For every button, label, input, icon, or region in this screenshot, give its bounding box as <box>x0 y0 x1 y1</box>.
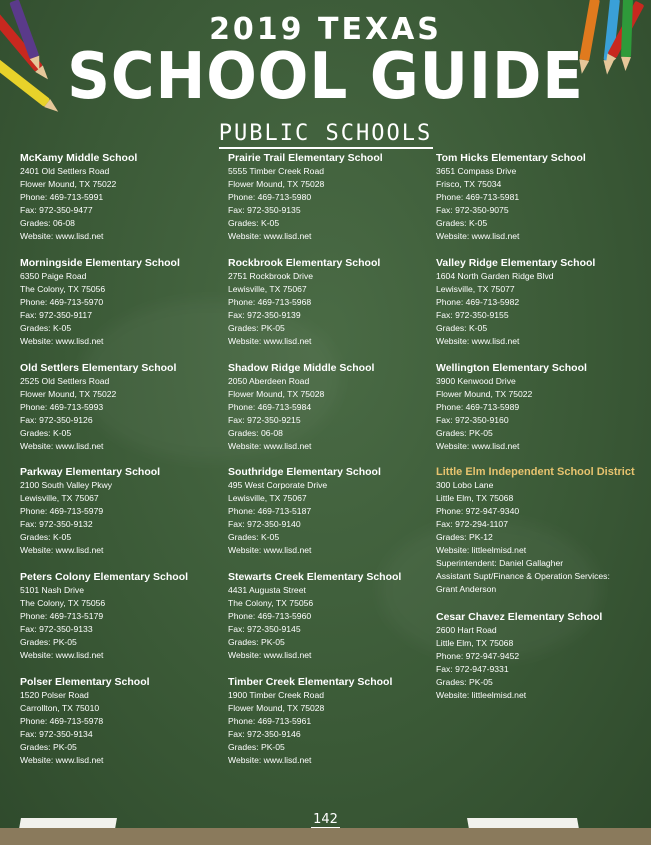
school-detail-line: 2600 Hart Road <box>436 624 497 635</box>
chalkboard-ledge <box>0 828 651 845</box>
school-detail-line: Phone: 469-713-5993 <box>20 401 104 412</box>
school-detail-line: Phone: 469-713-5960 <box>228 611 312 622</box>
school-detail-line: Grades: K-05 <box>228 218 280 228</box>
school-entry <box>228 152 433 243</box>
school-detail-line: Flower Mound, TX 75028 <box>228 179 325 189</box>
school-detail-line: 300 Lobo Lane <box>436 480 494 491</box>
school-entry <box>436 362 641 453</box>
school-detail-line: Grades: K-05 <box>20 427 72 438</box>
school-detail-line: Phone: 469-713-5179 <box>20 611 104 622</box>
school-detail-line: 495 West Corporate Drive <box>228 480 328 491</box>
school-detail-line: Grant Anderson <box>436 584 497 595</box>
school-detail-line: Website: www.lisd.net <box>228 545 312 556</box>
school-detail-line: Grades: PK-05 <box>20 742 77 752</box>
school-detail-line: Grades: K-05 <box>436 218 488 228</box>
school-detail-line: Little Elm, TX 75068 <box>436 493 514 504</box>
school-detail-line: Website: www.lisd.net <box>228 231 312 241</box>
school-detail-line: Phone: 469-713-5968 <box>228 296 312 307</box>
school-detail-line: The Colony, TX 75056 <box>20 283 106 294</box>
school-detail-line: Website: www.lisd.net <box>228 335 312 346</box>
school-detail-line: Phone: 972-947-9340 <box>436 506 520 517</box>
school-detail-line: The Colony, TX 75056 <box>228 598 314 609</box>
school-detail-line: Phone: 469-713-5989 <box>436 401 520 412</box>
section-subtitle: PUBLIC SCHOOLS <box>218 121 433 146</box>
school-name: Peters Colony Elementary School <box>20 571 189 584</box>
school-detail-line: Website: www.lisd.net <box>20 650 104 661</box>
school-name: Tom Hicks Elementary School <box>436 152 586 164</box>
school-detail-line: Grades: 06-08 <box>20 218 75 228</box>
school-detail-line: Phone: 469-713-5978 <box>20 716 104 726</box>
school-detail-line: Little Elm, TX 75068 <box>436 637 514 648</box>
school-detail-line: Phone: 469-713-5991 <box>20 192 104 202</box>
school-entry <box>20 362 225 453</box>
school-detail-line: 1520 Polser Road <box>20 690 89 700</box>
school-name: Southridge Elementary School <box>228 466 381 479</box>
school-name: Wellington Elementary School <box>436 361 587 374</box>
school-detail-line: Grades: K-05 <box>20 322 72 333</box>
school-detail-line: Website: littleelmisd.net <box>436 545 527 556</box>
school-detail-line: Phone: 469-713-5984 <box>228 401 312 412</box>
school-detail-line: Assistant Supt/Finance & Operation Services: <box>436 571 610 582</box>
school-detail-line: Flower Mound, TX 75028 <box>228 388 325 399</box>
school-detail-line: Grades: PK-05 <box>228 322 285 333</box>
school-detail-line: Flower Mound, TX 75022 <box>20 388 117 399</box>
school-detail-line: Website: www.lisd.net <box>20 335 104 346</box>
school-entry <box>20 571 225 662</box>
school-detail-line: Fax: 972-350-9155 <box>436 309 509 320</box>
school-detail-line: Grades: K-05 <box>20 532 72 543</box>
school-entry <box>436 466 641 596</box>
school-detail-line: Phone: 469-713-5187 <box>228 506 312 517</box>
school-detail-line: Grades: PK-05 <box>436 676 493 687</box>
school-detail-line: Grades: PK-12 <box>436 532 493 543</box>
school-detail-line: 3900 Kenwood Drive <box>436 375 516 386</box>
school-entry <box>228 257 433 348</box>
school-detail-line: Fax: 972-350-9215 <box>228 414 301 425</box>
school-detail-line: 2751 Rockbrook Drive <box>228 270 314 281</box>
school-detail-line: Grades: K-05 <box>436 322 488 333</box>
school-detail-line: Fax: 972-350-9477 <box>20 205 93 215</box>
school-detail-line: Fax: 972-350-9146 <box>228 729 301 739</box>
school-entry <box>436 152 641 243</box>
school-entry <box>228 466 433 557</box>
school-detail-line: Fax: 972-350-9075 <box>436 205 509 215</box>
school-name: Stewarts Creek Elementary School <box>228 571 402 584</box>
school-detail-line: 2525 Old Settlers Road <box>20 375 110 386</box>
page-number: 142 <box>313 812 338 827</box>
school-detail-line: Carrollton, TX 75010 <box>20 703 100 713</box>
school-entry <box>20 257 225 348</box>
school-name: Polser Elementary School <box>20 676 150 688</box>
guide-year-line: 2019 TEXAS <box>209 12 442 47</box>
school-detail-line: Website: www.lisd.net <box>20 231 104 241</box>
school-detail-line: Website: www.lisd.net <box>436 440 520 451</box>
school-detail-line: Flower Mound, TX 75028 <box>228 703 325 713</box>
school-detail-line: Grades: PK-05 <box>436 427 493 438</box>
school-detail-line: Fax: 972-350-9160 <box>436 414 509 425</box>
school-detail-line: Website: www.lisd.net <box>436 335 520 346</box>
school-detail-line: 3651 Compass Drive <box>436 166 517 176</box>
school-name: Little Elm Independent School District <box>436 466 635 479</box>
school-name: Morningside Elementary School <box>20 256 180 269</box>
subtitle-underline <box>219 147 433 149</box>
school-detail-line: Grades: PK-05 <box>228 742 285 752</box>
school-entry <box>20 466 225 557</box>
school-detail-line: Fax: 972-350-9140 <box>228 519 301 530</box>
school-detail-line: Fax: 972-350-9117 <box>20 309 92 320</box>
school-detail-line: Fax: 972-350-9133 <box>20 624 93 635</box>
school-entry <box>436 611 641 702</box>
school-detail-line: Lewisville, TX 75067 <box>228 283 307 294</box>
school-detail-line: Lewisville, TX 75077 <box>436 283 515 294</box>
school-entry <box>436 257 641 348</box>
school-detail-line: 5555 Timber Creek Road <box>228 166 325 176</box>
school-detail-line: Phone: 469-713-5981 <box>436 192 520 202</box>
school-detail-line: Fax: 972-350-9132 <box>20 519 93 530</box>
school-detail-line: Website: www.lisd.net <box>20 755 104 765</box>
school-detail-line: Website: www.lisd.net <box>436 231 520 241</box>
school-detail-line: Lewisville, TX 75067 <box>228 493 307 504</box>
school-detail-line: 2100 South Valley Pkwy <box>20 480 113 491</box>
school-name: Old Settlers Elementary School <box>20 361 177 374</box>
school-detail-line: Website: www.lisd.net <box>228 755 312 765</box>
school-entry <box>20 676 225 767</box>
school-detail-line: Phone: 469-713-5980 <box>228 192 312 202</box>
school-detail-line: 4431 Augusta Street <box>228 585 306 596</box>
school-detail-line: 2401 Old Settlers Road <box>20 166 110 176</box>
school-detail-line: Website: www.lisd.net <box>228 650 312 661</box>
school-detail-line: Phone: 469-713-5982 <box>436 296 520 307</box>
school-detail-line: Superintendent: Daniel Gallagher <box>436 558 564 569</box>
school-detail-line: Fax: 972-947-9331 <box>436 663 509 674</box>
page-header <box>0 0 651 150</box>
school-entry <box>228 571 433 662</box>
school-detail-line: Website: www.lisd.net <box>20 545 104 556</box>
school-detail-line: Phone: 469-713-5979 <box>20 506 104 517</box>
school-detail-line: Grades: PK-05 <box>228 637 285 648</box>
school-detail-line: Website: littleelmisd.net <box>436 689 527 700</box>
school-name: McKamy Middle School <box>20 152 138 164</box>
school-detail-line: 1900 Timber Creek Road <box>228 690 325 700</box>
school-detail-line: Fax: 972-350-9134 <box>20 729 93 739</box>
school-detail-line: Phone: 469-713-5961 <box>228 716 312 726</box>
school-detail-line: Fax: 972-350-9145 <box>228 624 301 635</box>
school-detail-line: Frisco, TX 75034 <box>436 179 502 189</box>
school-entry <box>228 676 433 767</box>
school-detail-line: Fax: 972-350-9135 <box>228 205 301 215</box>
school-detail-line: Grades: 06-08 <box>228 427 283 438</box>
school-detail-line: 6350 Paige Road <box>20 270 87 281</box>
school-detail-line: 5101 Nash Drive <box>20 585 85 596</box>
school-detail-line: Phone: 972-947-9452 <box>436 650 520 661</box>
school-detail-line: Lewisville, TX 75067 <box>20 493 99 504</box>
school-detail-line: Fax: 972-350-9126 <box>20 414 93 425</box>
school-name: Shadow Ridge Middle School <box>228 361 375 374</box>
school-detail-line: Grades: K-05 <box>228 532 280 543</box>
school-detail-line: Fax: 972-350-9139 <box>228 309 301 320</box>
school-detail-line: Flower Mound, TX 75022 <box>436 388 533 399</box>
guide-title: SCHOOL GUIDE <box>67 40 584 114</box>
school-detail-line: Phone: 469-713-5970 <box>20 296 104 307</box>
school-detail-line: 1604 North Garden Ridge Blvd <box>436 270 554 281</box>
school-name: Rockbrook Elementary School <box>228 256 381 269</box>
school-entry <box>20 152 225 243</box>
school-detail-line: Website: www.lisd.net <box>20 440 104 451</box>
school-name: Cesar Chavez Elementary School <box>436 610 603 623</box>
school-detail-line: 2050 Aberdeen Road <box>228 375 310 386</box>
school-detail-line: Fax: 972-294-1107 <box>436 519 508 530</box>
school-detail-line: Flower Mound, TX 75022 <box>20 179 117 189</box>
school-name: Timber Creek Elementary School <box>228 676 393 688</box>
school-entry <box>228 362 433 453</box>
school-detail-line: Grades: PK-05 <box>20 637 77 648</box>
school-name: Parkway Elementary School <box>20 466 161 479</box>
school-detail-line: The Colony, TX 75056 <box>20 598 106 609</box>
school-name: Valley Ridge Elementary School <box>436 256 596 269</box>
school-name: Prairie Trail Elementary School <box>228 152 383 164</box>
school-detail-line: Website: www.lisd.net <box>228 440 312 451</box>
